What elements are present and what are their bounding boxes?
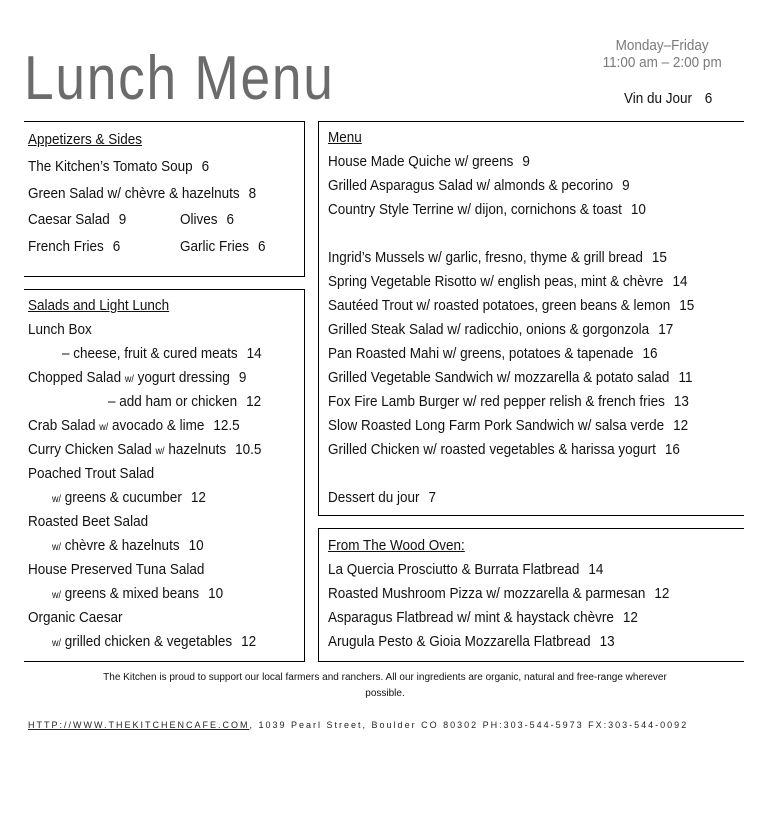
menu-item: Poached Trout Salad [28,465,155,482]
menu-item: Garlic Fries 6 [180,238,266,255]
menu-item: Grilled Steak Salad w/ radicchio, onions & gorgonzola 17 [328,321,674,338]
menu-item: Grilled Asparagus Salad w/ almonds & pecorino 9 [328,177,630,194]
appetizers-heading: Appetizers & Sides [28,131,143,148]
footer-contact [28,720,688,730]
menu-heading: Menu [328,129,362,146]
vin-du-jour [624,90,712,107]
vin-label: Vin du Jour [624,90,693,107]
menu-item: Sautéed Trout w/ roasted potatoes, green beans & lemon 15 [328,297,695,314]
menu-item: Arugula Pesto & Gioia Mozzarella Flatbread 13 [328,633,615,650]
address-text: , 1039 Pearl Street, Boulder CO 80302 PH:303-544-5973 FX:303-544-0092 [249,720,689,730]
menu-item: Green Salad w/ chèvre & hazelnuts 8 [28,185,257,202]
menu-item-detail: – add ham or chicken 12 [108,393,262,410]
menu-item: Chopped Salad w/ yogurt dressing 9 [28,369,247,386]
menu-item-detail: w/ grilled chicken & vegetables 12 [52,633,257,650]
menu-item-detail: w/ greens & cucumber 12 [52,489,206,506]
menu-item: Caesar Salad 9 [28,211,127,228]
vin-price: 6 [704,90,713,107]
menu-item: Crab Salad w/ avocado & lime 12.5 [28,417,240,434]
menu-item: House Made Quiche w/ greens 9 [328,153,530,170]
menu-item: Olives 6 [180,211,235,228]
menu-item: Lunch Box [28,321,92,338]
menu-item: Spring Vegetable Risotto w/ english peas, mint & chèvre 14 [328,273,688,290]
hours-text: 11:00 am – 2:00 pm [602,54,722,71]
menu-item: The Kitchen’s Tomato Soup 6 [28,158,210,175]
menu-item: La Quercia Prosciutto & Burrata Flatbread 14 [328,561,604,578]
menu-item: Asparagus Flatbread w/ mint & haystack chèvre 12 [328,609,638,626]
menu-item: Grilled Chicken w/ roasted vegetables & harissa yogurt 16 [328,441,680,458]
menu-item-detail: w/ greens & mixed beans 10 [52,585,224,602]
menu-item: Country Style Terrine w/ dijon, cornichons & toast 10 [328,201,646,218]
dessert-item: Dessert du jour 7 [328,489,437,506]
menu-item: Roasted Mushroom Pizza w/ mozzarella & parmesan 12 [328,585,670,602]
menu-item-detail: – cheese, fruit & cured meats 14 [62,345,262,362]
salads-heading: Salads and Light Lunch [28,297,170,314]
menu-item: Grilled Vegetable Sandwich w/ mozzarella & potato salad 11 [328,369,693,386]
menu-item: Slow Roasted Long Farm Pork Sandwich w/ salsa verde 12 [328,417,689,434]
website-link[interactable]: HTTP://WWW.THEKITCHENCAFE.COM [28,720,250,730]
menu-item: Curry Chicken Salad w/ hazelnuts 10.5 [28,441,262,458]
page-title: Lunch Menu [24,44,335,113]
menu-item: Pan Roasted Mahi w/ greens, potatoes & tapenade 16 [328,345,658,362]
menu-item: French Fries 6 [28,238,121,255]
days-text: Monday–Friday [615,37,709,54]
oven-heading: From The Wood Oven: [328,537,465,554]
menu-item-detail: w/ chèvre & hazelnuts 10 [52,537,204,554]
sourcing-note: The Kitchen is proud to support our local farmers and ranchers. All our ingredients are organic, natural and free-range wherever possible. [103,672,667,699]
menu-item: House Preserved Tuna Salad [28,561,205,578]
menu-item: Ingrid’s Mussels w/ garlic, fresno, thyme & grill bread 15 [328,249,667,266]
hours-block [596,37,728,71]
menu-item: Fox Fire Lamb Burger w/ red pepper relish & french fries 13 [328,393,689,410]
menu-item: Roasted Beet Salad [28,513,149,530]
menu-item: Organic Caesar [28,609,123,626]
